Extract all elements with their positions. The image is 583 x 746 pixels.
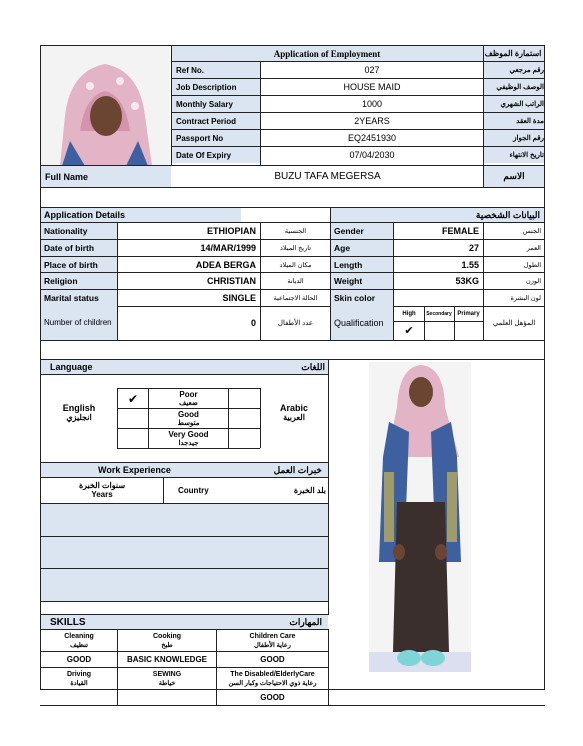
- detail-label-right-ar: لون البشرة: [510, 295, 541, 302]
- english-poor-check[interactable]: ✔: [127, 391, 139, 406]
- children-label-ar: عدد الأطفال: [277, 320, 314, 327]
- top-row-label-ar: مدة العقد: [484, 113, 544, 129]
- language-header: Language: [50, 362, 93, 372]
- detail-value-right: [394, 290, 483, 306]
- children-value: 0: [250, 318, 256, 328]
- skill-name: Cooking طبخ: [153, 632, 181, 649]
- top-row-label: Monthly Salary: [172, 96, 260, 112]
- skill-name: Children Care رعاية الأطفال: [249, 632, 296, 649]
- detail-label: Date of birth: [41, 240, 117, 256]
- work-header-ar: خبرات العمل: [273, 464, 322, 475]
- top-row-value: 07/04/2030: [349, 150, 395, 160]
- years-header: سنوات الخبرة Years: [78, 481, 126, 499]
- detail-label-right-ar: الطول: [523, 261, 541, 269]
- language-header-ar: اللغات: [301, 361, 325, 372]
- top-row-value: HOUSE MAID: [343, 82, 401, 92]
- detail-label-ar: تاريخ الميلاد: [279, 245, 312, 252]
- skill-name: Cleaning تنظيف: [64, 632, 94, 649]
- top-row-label: Date Of Expiry: [172, 147, 260, 163]
- full-name-label: Full Name: [41, 166, 171, 187]
- detail-value: SINGLE: [222, 293, 256, 303]
- skill-value: [118, 690, 216, 705]
- skill-value: [41, 690, 117, 705]
- arabic-label: Arabic العربية: [279, 402, 308, 422]
- qual-high-check[interactable]: ✔: [404, 324, 414, 337]
- language-level: Poor ضعيف: [179, 389, 198, 407]
- top-row-label-ar: تاريخ الانتهاء: [484, 147, 544, 163]
- country-header: Country: [178, 485, 209, 495]
- top-row-label: Ref No.: [172, 62, 260, 78]
- detail-label-ar: الحالة الاجتماعية: [273, 295, 318, 302]
- full-body-photo: [369, 362, 471, 672]
- detail-label-ar: مكان الميلاد: [279, 261, 312, 269]
- english-label: English انجليزي: [62, 402, 96, 422]
- detail-value-right: FEMALE: [442, 226, 479, 236]
- detail-label: Place of birth: [41, 257, 117, 272]
- detail-label-ar: الديانة: [287, 278, 304, 285]
- language-level: Very Good جيدجدا: [168, 429, 209, 447]
- detail-label-right: Length: [331, 257, 393, 272]
- qual-primary: Primary: [457, 311, 480, 317]
- skill-name: Driving القيادة: [66, 670, 92, 687]
- children-label: Number of children: [41, 306, 117, 340]
- full-name-label-ar: الاسم: [484, 166, 544, 187]
- skills-header: SKILLS: [50, 616, 86, 628]
- detail-label: Religion: [41, 273, 117, 289]
- detail-label-right: Gender: [331, 223, 393, 239]
- skill-name: SEWING خياطة: [152, 670, 182, 687]
- qual-high: High: [402, 311, 416, 317]
- top-row-label: Job Description: [172, 79, 260, 95]
- work-header: Work Experience: [98, 465, 171, 475]
- detail-label-right: Age: [331, 240, 393, 256]
- details-header: Application Details: [41, 208, 241, 222]
- skill-name: The Disabled/ElderlyCare رعاية ذوي الاحتياجات وكبار السن: [228, 670, 317, 687]
- detail-label-ar: الجنسية: [284, 228, 307, 235]
- detail-value-right: 27: [468, 243, 479, 253]
- detail-label-right: Weight: [331, 273, 393, 289]
- top-row-label: Passport No: [172, 130, 260, 146]
- top-row-value: 027: [364, 65, 380, 75]
- country-header-ar: بلد الخبرة: [293, 485, 326, 495]
- form-title: Application of Employment: [172, 46, 482, 61]
- detail-value-right: 1.55: [461, 259, 479, 270]
- skill-value: GOOD: [260, 693, 285, 702]
- language-level: Good متوسط: [177, 409, 200, 427]
- detail-label-right-ar: الجنس: [522, 228, 541, 235]
- top-row-label-ar: رقم مرجعي: [484, 62, 544, 78]
- detail-label-right: Skin color: [331, 290, 393, 306]
- detail-label-right-ar: العمر: [526, 245, 541, 252]
- detail-value: CHRISTIAN: [207, 276, 256, 286]
- skills-header-ar: المهارات: [289, 616, 322, 627]
- top-row-value: 1000: [361, 99, 383, 109]
- details-header-ar: البيانات الشخصية: [330, 208, 544, 222]
- skill-value: BASIC KNOWLEDGE: [127, 655, 207, 664]
- detail-value: ETHIOPIAN: [206, 226, 256, 236]
- top-row-label-ar: الراتب الشهري: [484, 96, 544, 112]
- qualification-label-ar: المؤهل العلمي: [492, 320, 536, 327]
- detail-value-right: 53KG: [455, 276, 479, 286]
- detail-value: 14/MAR/1999: [200, 243, 256, 253]
- detail-label-right-ar: الوزن: [525, 278, 541, 285]
- detail-value: ADEA BERGA: [195, 259, 256, 270]
- skill-value: GOOD: [66, 655, 92, 664]
- detail-label: Marital status: [41, 290, 117, 306]
- full-name-value: BUZU TAFA MEGERSA: [274, 171, 381, 182]
- passport-photo: [40, 46, 170, 166]
- skill-value: GOOD: [260, 655, 285, 664]
- top-row-value: EQ2451930: [347, 133, 397, 143]
- form-title-ar: استمارة الموظف: [482, 46, 544, 61]
- top-row-label-ar: رقم الجواز: [484, 130, 544, 146]
- qualification-label: Qualification: [331, 306, 393, 340]
- top-row-label: Contract Period: [172, 113, 260, 129]
- qual-secondary: Secondary: [426, 311, 452, 317]
- detail-label: Nationality: [41, 223, 117, 239]
- top-row-label-ar: الوصف الوظيفي: [484, 79, 544, 95]
- top-row-value: 2YEARS: [354, 116, 390, 126]
